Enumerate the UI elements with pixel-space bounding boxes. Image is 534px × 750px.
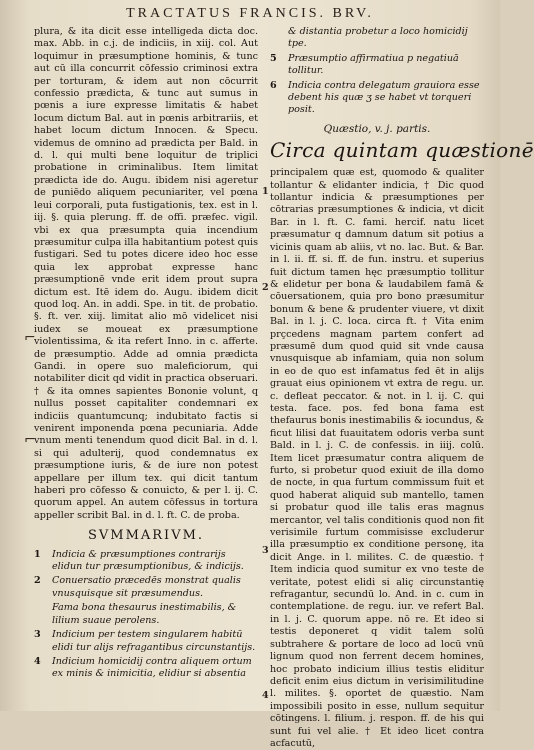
summary-title: SVMMARIVM. xyxy=(87,528,205,544)
summary-continuation xyxy=(270,26,484,117)
margin-number: 1 xyxy=(262,186,269,197)
summary-item xyxy=(270,80,484,117)
summary-item-number: 3 xyxy=(34,629,41,641)
summary-item-text: Conuersatio præcedēs monstrat qualis vnusquisque sit præsumendus. xyxy=(52,575,241,599)
summary-item-text: Fama bona thesaurus inestimabilis, & lilium suaue perolens. xyxy=(52,602,237,626)
margin-ink-mark: ⌐ xyxy=(24,432,36,448)
summary-item-text: Indicium per testem singularem habitū elidi tur alijs refragantibus circunstantijs. xyxy=(52,629,256,653)
summary-item-text: Præsumptio affirmatiua p negatiuā tollitur. xyxy=(288,52,459,77)
left-column xyxy=(34,26,258,683)
summary-item-number: 4 xyxy=(34,655,41,667)
summary-item xyxy=(270,26,484,51)
summary-item-text: Indicia contra delegatum grauiora esse debent his quæ ʒ se habet vt torqueri posit. xyxy=(288,79,480,116)
summary-item-text: & distantia probetur a loco homicidij tpe. xyxy=(288,26,468,50)
summary-item-number: 1 xyxy=(34,548,41,560)
summary-item-text: Indicium homicidij contra aliquem ortum ex minis & inimicitia, elidiur si absentia xyxy=(52,655,252,680)
summary-item xyxy=(34,575,258,600)
right-column xyxy=(270,26,534,750)
summary-item xyxy=(34,602,258,627)
summary-item-text: Indicia & præsumptiones contrarijs elidun tur præsumptionibus, & indicijs. xyxy=(52,548,244,573)
summary-item-number: 2 xyxy=(34,575,41,587)
summary-item-number: 6 xyxy=(270,79,277,91)
summary-item xyxy=(34,549,258,574)
question-label: Quæstio, v. j. partis. xyxy=(323,122,431,135)
running-title: TRACTATUS FRANCIS. BRV. xyxy=(126,6,374,21)
summary-item xyxy=(34,656,258,681)
summary-item-number: 5 xyxy=(270,52,277,64)
summary-item xyxy=(34,629,258,654)
section-heading: Circa quintam quæstionē xyxy=(270,138,534,163)
right-paragraph: principalem quæ est, quomodo & qualiter tollantur & elidanter indicia, † Dic quod tollantur indicia & præsumptiones per cōtrarias præsumptiones & indicia, vt dicit Bar. in l. ft. C. fami. hercif. natu licet præsumatur q damnum datum sit potius a vicinis quam ab aliis, vt no. lac. But. & Bar. in l. ii. ff. si. ff. de fun. instru. et superius fuit dictum tamen hęc præsumptio tollitur & elidetur per bona & laudabilem famā & cōuersationem, quia pro bono præsumitur bonum & bene & prudenter viuere, vt dixit Bal. in l. j. C. loca. circa ft. † Vita enim prçcedens magnam partem confert ad præsumē dum quod quid sit vnde causa vnusquisque ab infamiam, quia non solum in eo de quo est infamatus fed ēt in alijs grauat eius opinionem vt extra de regu. ur. c. defleat peccator. & not. in l. ij. C. qui testa. face. pos. fed bona fama est thefaurus bonis inestimabilis & iocundus, & ficut lilisi dat fuauitatem odoris verba sunt Bald. in l. j. C. de confessis. in iiij. colū. Item licet præsumatur contra aliquem de furto, si probetur quod exiuit de illa domo de nocte, in qua furtum commissum fuit et quod haberat aliquid sub mantello, tamen si probatur quod ille talis eras magnus mercantor, vel talis conditionis quod non fit verisimile furtum commisisse excluderur illa præsumptio ex conditione personę, ita dicit Ange. in l. milites. C. de quæstio. † Item indicia quod sumitur ex vno teste de veritate, potest elidi si aliç circunstantię refragantur, secundū lo. And. in c. cum in contemplatione. de regu. iur. ve refert Bal. in l. j. C. quorum appe. nō re. Et ideo si testis deponeret q vidit talem solū subtrahere & portare de loco ad locū vnū lignum quod non ferrent decem homines, hoc probato indicium illius testis eliditur deficit enim eius dictum in verisimilitudine l. milites. §. oportet de quæstio. Nam impossibili posito in esse, nullum sequitur cōtingens. l. filium. j. respon. ff. de his qui sunt fui vel alie. † Et ideo licet contra acfacutū, xyxy=(270,167,484,749)
margin-number: 4 xyxy=(262,690,269,701)
summary-item xyxy=(270,53,484,78)
left-paragraph: plura, & ita dicit esse intelligeda dicta doc. max. Abb. in c.j. de indiciis, in xiij. col. Aut loquimur in præsumptione hominis, & tunc aut cū illa concurrit cōfessio criminosi extra per torturam, & idem aut non cōcurrit confessio prædicta, & tunc aut sumus in pœnis a iure expresse limitatis & habet locum dictum Bal. aut in pœnis arbitrariis, et habet locum dictum Innocen. & Specu. videmus de omnino ad prædicta per Bald. in d. l. qui multi bene loquitur de triplici probatione in criminalibus. Item limitat prædicta ide do. Augu. ibidem nisi ageretur de puniēdo aliquem pecuniariter, vel pœna leui corporali, puta fustigationis, tex. est in l. iij. §. quia plerung. ff. de offi. præfec. vigil. vbi ex qua præsumpta quia incendium præsumitur culpa illa habitantium potest quis fustigari. Sed tu potes dicere ideo hoc esse quia lex approbat expresse hanc præsumptionē vnde erit idem prout supra dictum est. Itē idem do. Augu. ibidem dicit quod loq. An. in addi. Spe. in tit. de probatio. §. ft. ver. xiij. limitat alio mō videlicet nisi iudex se moueat ex præsumptione violentissima, & ita refert Inno. in c. afferte. de præsumptio. Adde ad omnia prædicta Gandi. in opere suo maleficiorum, qui notabiliter dicit qd vidit in practica obseruari. † & ita omnes sapientes Bononie volunt, q nullus posset capitaliter condemnari ex indiciis quantumcunq; indubitato factis si venirent imponenda pœna pecuniaria. Adde vnum menti tenendum quod dicit Bal. in d. l. si qui adulterij, quod condemnatus ex præsumptione iuris, & de iure non potest appellare per illum tex. qui dicit tantum haberi pro cōfesso & conuicto, & per l. ij. C. quorum appel. An autem cōfessus in tortura appeller scribit Bal. in d. l. ft. C. de proba. xyxy=(34,26,258,521)
margin-number: 3 xyxy=(262,545,269,556)
margin-ink-mark: ⌐ xyxy=(24,330,36,346)
margin-number: 2 xyxy=(262,282,269,293)
